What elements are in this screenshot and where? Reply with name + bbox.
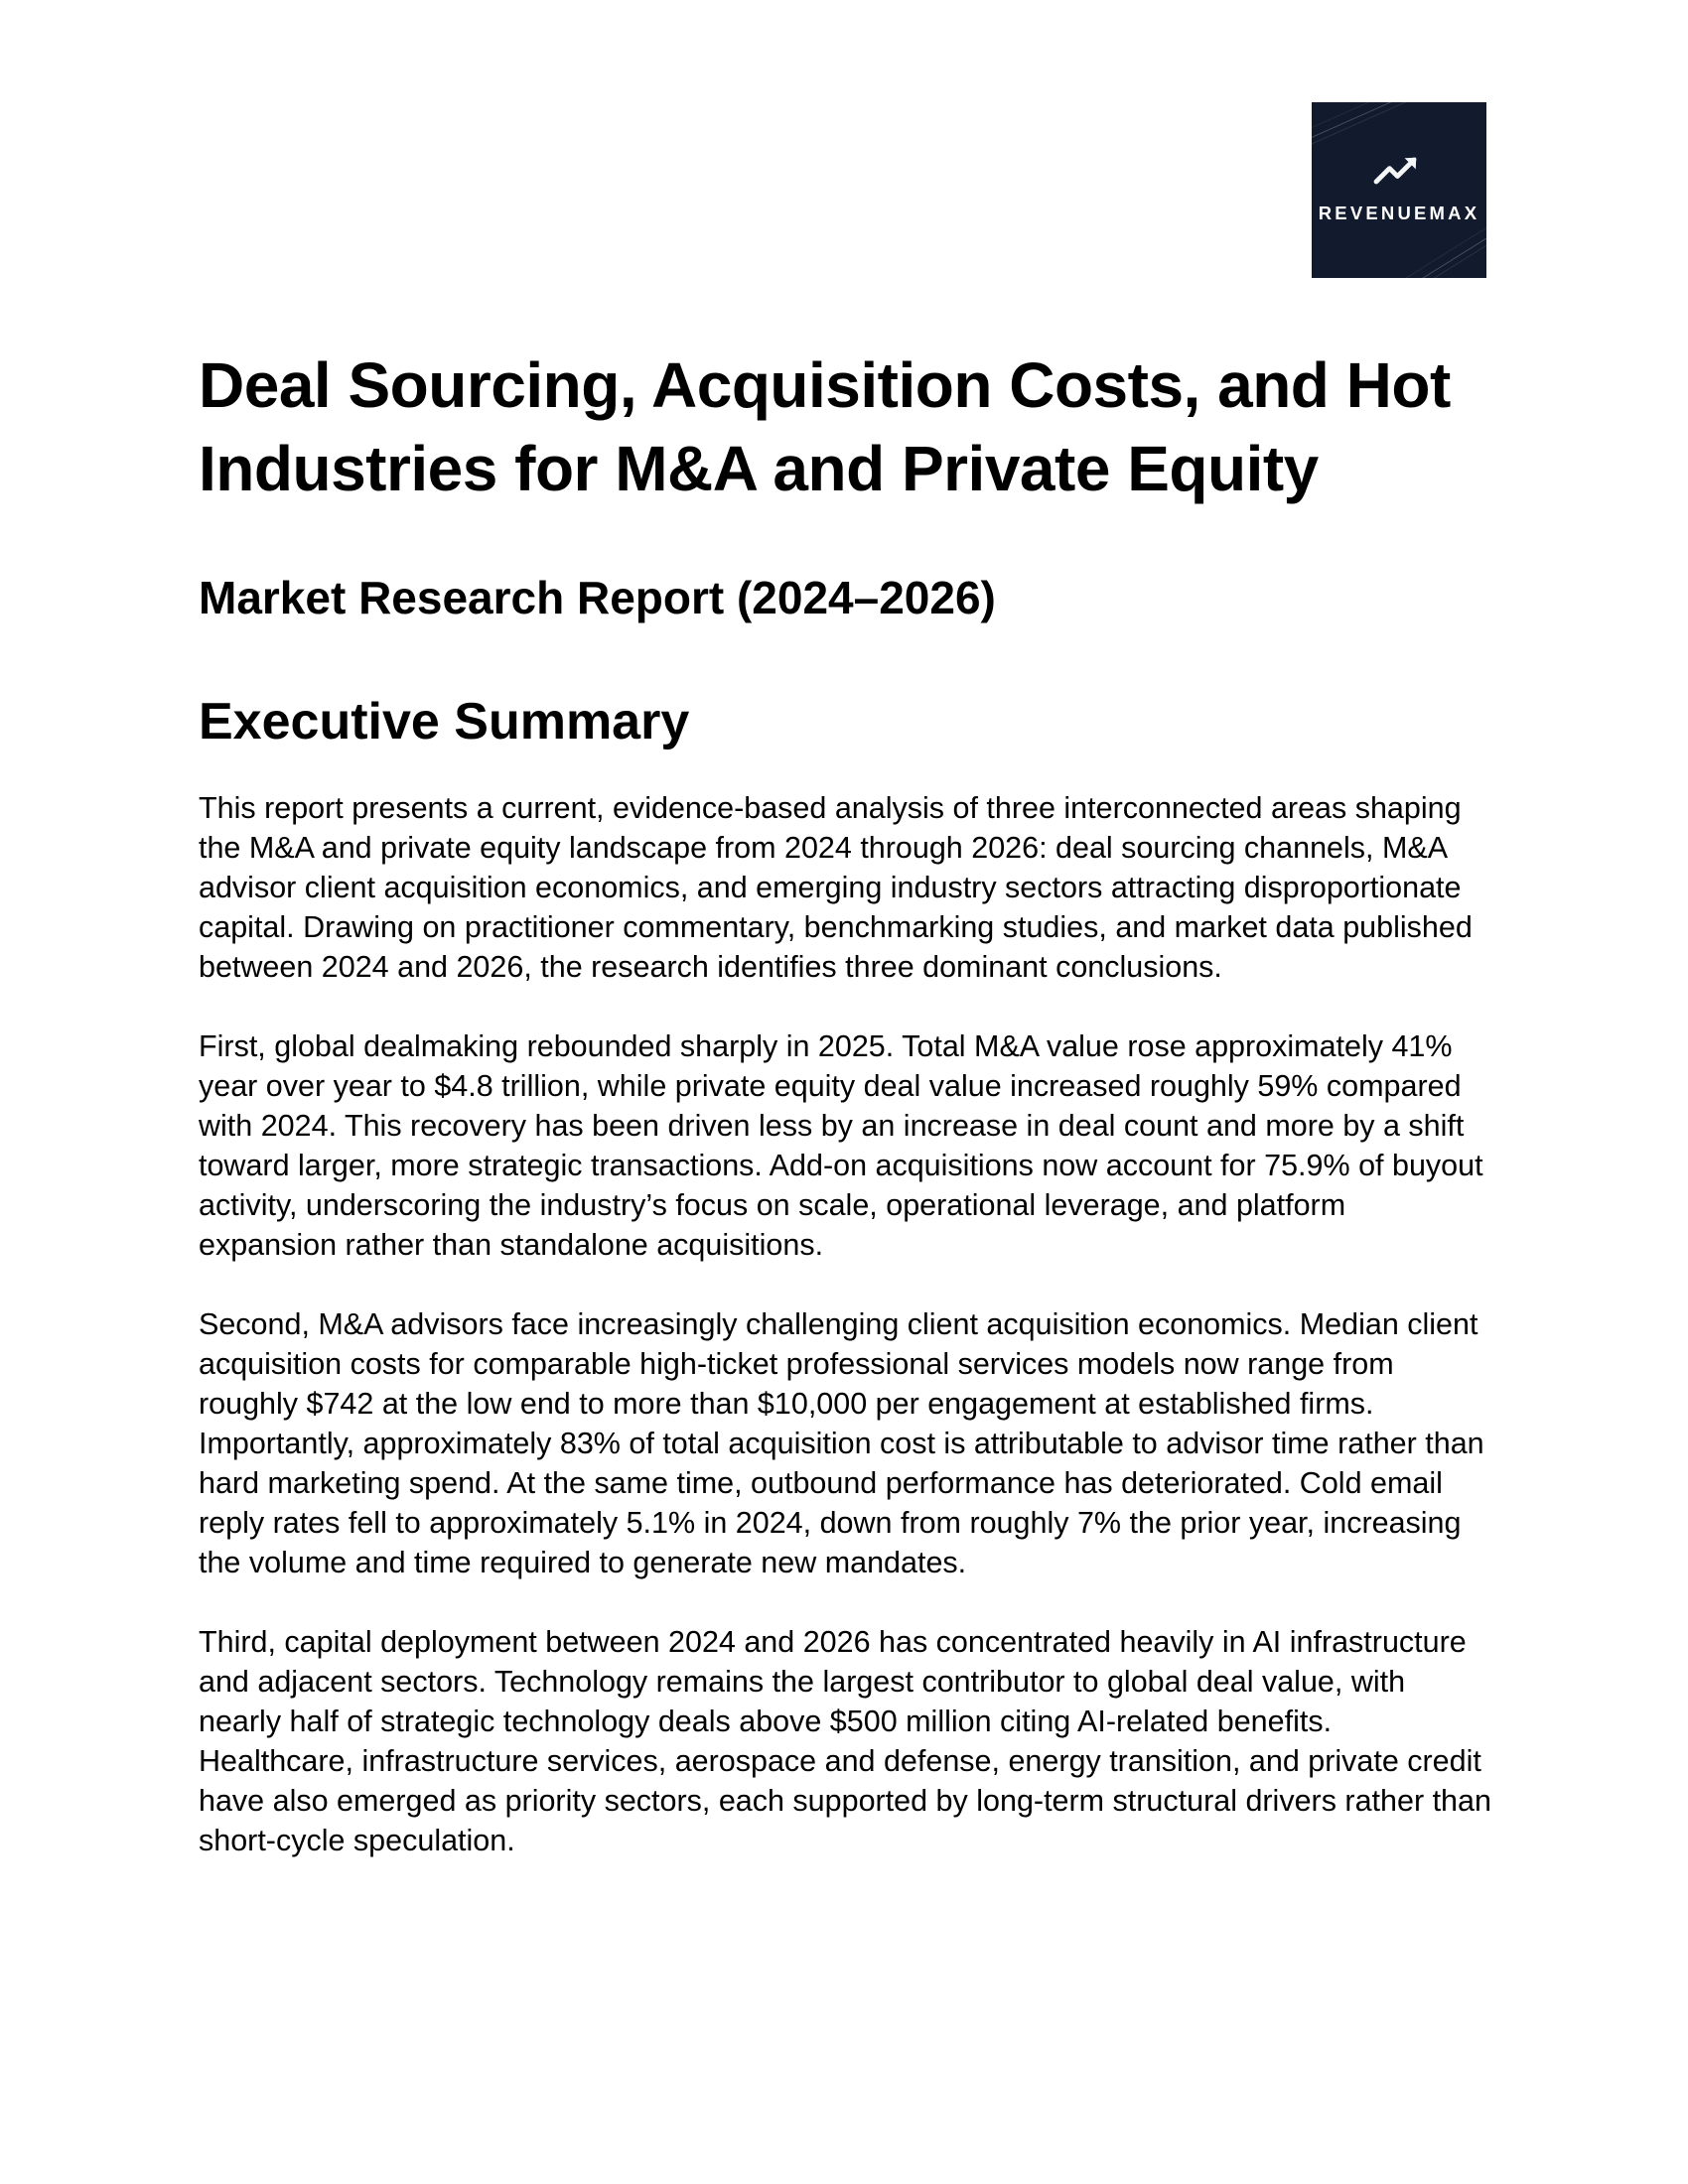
document-subtitle: Market Research Report (2024–2026) [199,572,996,623]
paragraph-first-conclusion: First, global dealmaking rebounded sharply in 2025. Total M&A value rose approximately 41% year over year to $4.8 trillion, while private equity deal value increased roughly 59% compared with 2024. This recovery has been driven less by an increase in deal count and more by a shift toward larger, more strategic transactions. Add-on acquisitions now account for 75.9% of buyout activity, underscoring the industry’s focus on scale, operational leverage, and platform expansion rather than standalone acquisitions. [199,1029,1483,1262]
paragraph-third-conclusion: Third, capital deployment between 2024 and 2026 has concentrated heavily in AI infrastructure and adjacent sectors. Technology remains the largest contributor to global deal value, with nearly half of strategic technology deals above $500 million citing AI-related benefits. Healthcare, infrastructure services, aerospace and defense, energy transition, and private credit have also emerged as priority sectors, each supported by long-term structural drivers rather than short-cycle speculation. [199,1625,1491,1857]
document-title [199,343,1491,510]
section-paragraphs [199,788,1491,1860]
section-heading-executive-summary: Executive Summary [199,693,690,751]
document-title-line-2: Industries for M&A and Private Equity [199,433,1319,504]
paragraph-overview: This report presents a current, evidence-based analysis of three interconnected areas shaping the M&A and private equity landscape from 2024 through 2026: deal sourcing channels, M&A advisor client acquisition economics, and emerging industry sectors attracting disproportionate capital. Drawing on practitioner commentary, benchmarking studies, and market data published between 2024 and 2026, the research identifies three dominant conclusions. [199,791,1473,984]
document-body [199,0,1491,1900]
logo-brand-text: REVENUEMAX [1318,202,1480,223]
document-title-line-1: Deal Sourcing, Acquisition Costs, and Hot [199,349,1451,421]
paragraph-second-conclusion: Second, M&A advisors face increasingly challenging client acquisition economics. Median client acquisition costs for comparable high-ticket professional services models now range from roughly $742 at the low end to more than $10,000 per engagement at established firms. Importantly, approximately 83% of total acquisition cost is attributable to advisor time rather than hard marketing spend. At the same time, outbound performance has deteriorated. Cold email reply rates fell to approximately 5.1% in 2024, down from roughly 7% the prior year, increasing the volume and time required to generate new mandates. [199,1307,1484,1579]
